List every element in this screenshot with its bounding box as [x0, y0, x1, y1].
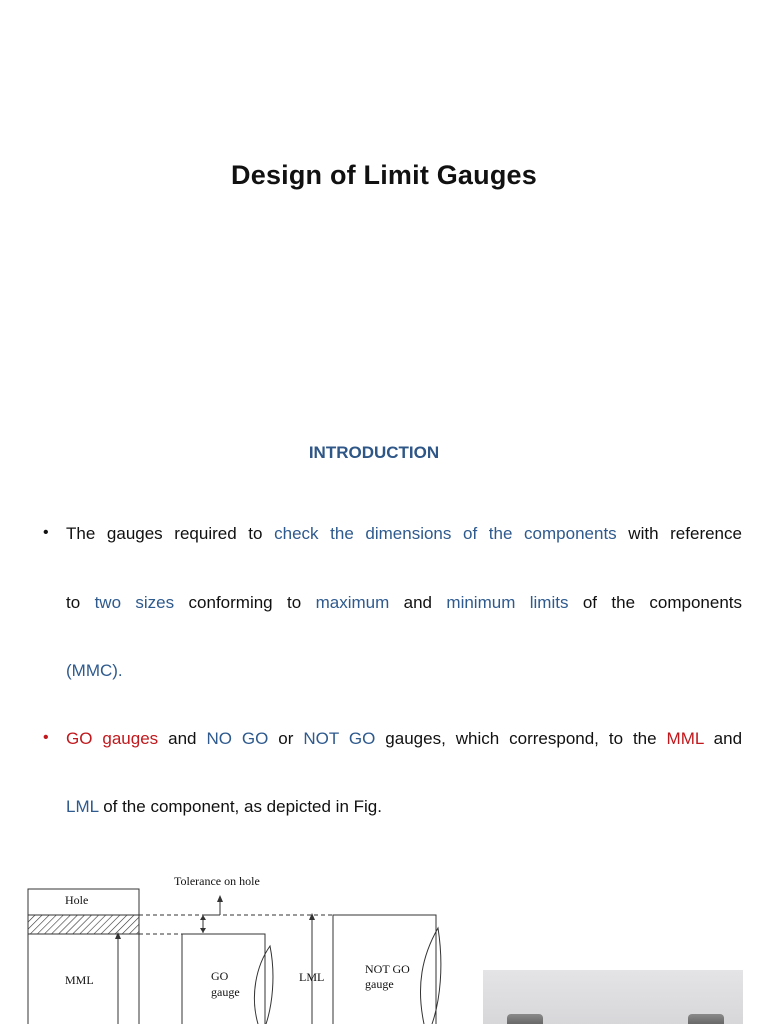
- highlight-text: two sizes: [94, 593, 175, 612]
- text-run: and: [713, 729, 743, 748]
- highlight-text: (MMC).: [66, 661, 123, 680]
- highlight-text: NOT GO: [303, 729, 376, 748]
- text-run: and: [168, 729, 197, 748]
- highlight-text: NO GO: [206, 729, 269, 748]
- lml-label: LML: [299, 970, 325, 984]
- text-run: with reference: [628, 524, 742, 543]
- bullet-icon: •: [43, 524, 49, 541]
- text-run: gauges, which correspond, to the: [385, 729, 657, 748]
- gauge-photo: [483, 970, 743, 1024]
- notgo-label: NOT GO: [365, 962, 410, 976]
- para1-line1: [66, 524, 742, 544]
- para2-line1: [66, 729, 742, 749]
- text-run: or: [278, 729, 294, 748]
- notgo-label: gauge: [365, 977, 394, 991]
- para2-line2: [66, 797, 742, 817]
- highlight-text: GO gauges: [66, 729, 159, 748]
- text-run: of the component, as depicted in Fig.: [103, 797, 382, 816]
- text-run: to: [66, 593, 81, 612]
- text-run: The gauges required to: [66, 524, 263, 543]
- highlight-text: check the dimensions of the components: [274, 524, 617, 543]
- bullet-icon: •: [43, 729, 49, 746]
- highlight-text: MML: [666, 729, 704, 748]
- hole-label: Hole: [65, 893, 89, 907]
- mml-label: MML: [65, 973, 94, 987]
- tolerance-label: Tolerance on hole: [174, 874, 260, 888]
- tolerance-band: [28, 915, 139, 934]
- para1-line2: [66, 593, 742, 613]
- page-title: Design of Limit Gauges: [231, 160, 537, 190]
- text-run: of the components: [582, 593, 743, 612]
- gauge-piece: [507, 1014, 543, 1024]
- go-label: gauge: [211, 985, 240, 999]
- text-run: and: [403, 593, 433, 612]
- go-label: GO: [211, 969, 229, 983]
- highlight-text: maximum: [315, 593, 390, 612]
- highlight-text: minimum limits: [446, 593, 569, 612]
- highlight-text: LML: [66, 797, 99, 816]
- gauge-piece: [688, 1014, 724, 1024]
- section-heading: INTRODUCTION: [308, 443, 440, 462]
- gauge-diagram: [20, 866, 460, 1024]
- text-run: conforming to: [188, 593, 302, 612]
- para1-line3: [66, 661, 742, 681]
